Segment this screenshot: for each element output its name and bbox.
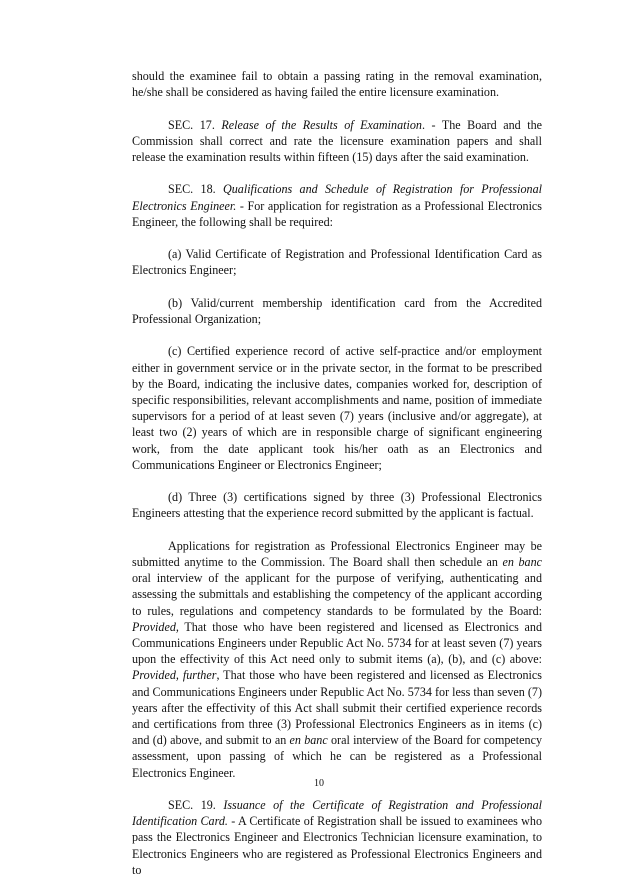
paragraph-text: That those who have been registered and licensed as Electronics and Communications Engineers under Republic Act No. 5734 for at least seven (7) years upon the effectivity of this Act need only to submit items (a), (b), and (c) above:: [132, 619, 542, 667]
paragraph-item-d: [132, 489, 542, 521]
paragraph-text: (d) Three (3) certifications signed by three (3) Professional Electronics Engineers attesting that the experience record submitted by the applicant is factual.: [132, 490, 542, 521]
paragraph-text: (c) Certified experience record of active self-practice and/or employment either in government service or in the private sector, in the format to be prescribed by the Board, indicating the inclusive dates, companies worked for, description of specific responsibilities, relevant accomplishments and name, position of immediate supervisors for a period of at least seven (7) years (inclusive and/or aggregate), at least two (2) years of which are in responsible charge of significant engineering work, from the date applicant took his/her oath as an Electronics and Communications Engineer or Electronics Engineer;: [132, 344, 542, 472]
italic-term: Provided, further: [132, 668, 217, 683]
section-title: Qualifications and Schedule of Registration for Professional Electronics Engineer.: [132, 182, 542, 213]
paragraph-text: - For application for registration as a Professional Electronics Engineer, the following shall be required:: [132, 198, 543, 229]
paragraph-sec-18: [132, 181, 542, 230]
paragraph-text: . - The Board and the Commission shall correct and rate the licensure examination papers and shall release the examination results within fifteen (15) days after the said examination.: [132, 117, 542, 164]
paragraph-item-a: [132, 246, 542, 278]
section-title: Release of the Results of Examination: [221, 117, 422, 132]
italic-term: en banc: [502, 554, 542, 569]
italic-term: Provided,: [132, 619, 179, 634]
paragraph-text: should the examinee fail to obtain a passing rating in the removal examination, he/she shall be considered as having failed the entire licensure examination.: [132, 69, 542, 100]
paragraph-continuation: [132, 68, 542, 100]
paragraph-text: oral interview of the Board for competency assessment, upon passing of which he can be registered as a Professional Electronics Engineer.: [132, 733, 542, 780]
section-title: Issuance of the Certificate of Registration and Professional Identification Card.: [132, 798, 543, 829]
paragraph-text: - A Certificate of Registration shall be issued to examinees who pass the Electronics Engineer and Electronics Technician licensure examination, to Electronics Engineers who are registered as Professional Electronics Engineers and to: [132, 814, 543, 877]
paragraph-applications: [132, 538, 542, 781]
italic-term: en banc: [289, 733, 328, 748]
paragraph-item-c: [132, 343, 542, 473]
document-body: [132, 68, 542, 878]
section-number: SEC. 19.: [168, 798, 224, 813]
section-number: SEC. 18.: [168, 182, 223, 197]
paragraph-text: (a) Valid Certificate of Registration and Professional Identification Card as Electronics Engineer;: [132, 247, 542, 278]
paragraph-text: Applications for registration as Professional Electronics Engineer may be submitted anytime to the Commission. The Board shall then schedule an: [132, 538, 542, 569]
page-number: 10: [314, 778, 324, 789]
paragraph-item-b: [132, 295, 542, 327]
paragraph-sec-17: [132, 117, 542, 166]
paragraph-text: , That those who have been registered and licensed as Electronics and Communications Engineers under Republic Act No. 5734 for less than seven (7) years after the effectivity of this Act shall submit their certified experience records and certifications from three (3) Professional Electronics Engineers as in items (c) and (d) above, and submit to an: [132, 668, 542, 748]
paragraph-sec-19: [132, 797, 542, 878]
paragraph-text: oral interview of the applicant for the purpose of verifying, authenticating and assessing the submittals and establishing the competency of the applicant according to rules, regulations and competency standards to be formulated by the Board:: [132, 571, 542, 618]
section-number: SEC. 17.: [168, 117, 222, 132]
paragraph-text: (b) Valid/current membership identification card from the Accredited Professional Organization;: [132, 295, 542, 326]
